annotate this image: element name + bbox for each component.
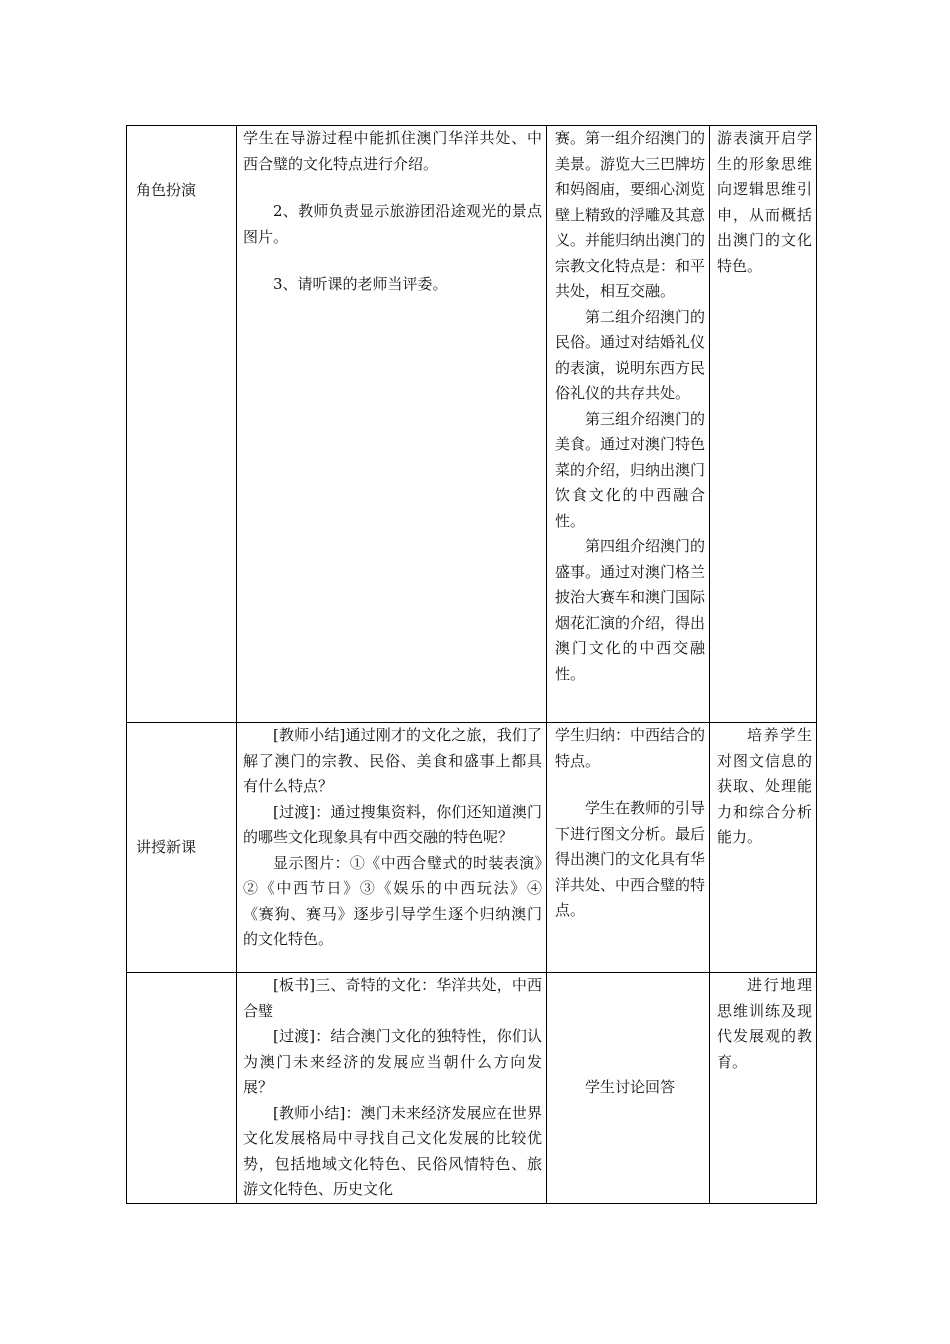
student-activity-cell (547, 723, 710, 973)
section-label-empty (127, 973, 237, 1204)
paragraph: 学生在导游过程中能抓住澳门华洋共处、中西合璧的文化特点进行介绍。 (243, 129, 542, 173)
paragraph: 第二组介绍澳门的民俗。通过对结婚礼仪的表演，说明东西方民俗礼仪的共存共处。 (555, 307, 706, 402)
design-purpose-cell (710, 126, 817, 723)
paragraph: 第三组介绍澳门的美食。通过对澳门特色菜的介绍，归纳出澳门饮食文化的中西融合性。 (555, 409, 706, 530)
student-activity-cell (547, 126, 710, 723)
teacher-activity-cell (237, 126, 547, 723)
paragraph: 进行地理思维训练及现代发展观的教育。 (717, 976, 812, 1071)
table-row (127, 723, 817, 973)
design-purpose-cell (710, 723, 817, 973)
section-label: 角色扮演 (127, 126, 237, 723)
table-row (127, 973, 817, 1204)
table-row (127, 126, 817, 723)
lesson-plan-table (126, 125, 817, 1204)
paragraph: [教师小结]通过刚才的文化之旅，我们了解了澳门的宗教、民俗、美食和盛事上都具有什么特点？ (243, 726, 542, 795)
paragraph: 游表演开启学生的形象思维向逻辑思维引申，从而概括出澳门的文化特色。 (717, 129, 812, 275)
paragraph: 赛。第一组介绍澳门的美景。游览大三巴牌坊和妈阁庙，要细心浏览壁上精致的浮雕及其意义。并能归纳出澳门的宗教文化特点是：和平共处，相互交融。 (555, 129, 706, 300)
paragraph: 培养学生对图文信息的获取、处理能力和综合分析能力。 (717, 726, 812, 846)
paragraph: 学生归纳：中西结合的特点。 (555, 726, 706, 770)
paragraph: 学生讨论回答 (584, 1078, 675, 1096)
paragraph: 学生在教师的引导下进行图文分析。最后得出澳门的文化具有华洋共处、中西合璧的特点。 (555, 799, 706, 919)
paragraph: 3、请听课的老师当评委。 (273, 275, 448, 293)
paragraph: 显示图片：①《中西合璧式的时装表演》②《中西节日》③《娱乐的中西玩法》④《赛狗、赛马》逐步引导学生逐个归纳澳门的文化特色。 (243, 853, 542, 948)
paragraph: [过渡]：结合澳门文化的独特性，你们认为澳门未来经济的发展应当朝什么方向发展？ (243, 1027, 542, 1096)
paragraph: 第四组介绍澳门的盛事。通过对澳门格兰披治大赛车和澳门国际烟花汇演的介绍，得出澳门文化的中西交融性。 (555, 537, 706, 683)
paragraph: [教师小结]：澳门未来经济发展应在世界文化发展格局中寻找自己文化发展的比较优势，包括地域文化特色、民俗风情特色、旅游文化特色、历史文化 (243, 1103, 542, 1198)
teacher-activity-cell (237, 723, 547, 973)
paragraph: 2、教师负责显示旅游团沿途观光的景点图片。 (243, 202, 542, 246)
teacher-activity-cell (237, 973, 547, 1204)
student-activity-cell (547, 973, 710, 1204)
design-purpose-cell (710, 973, 817, 1204)
paragraph: [过渡]：通过搜集资料，你们还知道澳门的哪些文化现象具有中西交融的特色呢？ (243, 802, 542, 846)
section-label: 讲授新课 (127, 723, 237, 973)
paragraph: [板书]三、奇特的文化：华洋共处，中西合璧 (243, 976, 542, 1020)
